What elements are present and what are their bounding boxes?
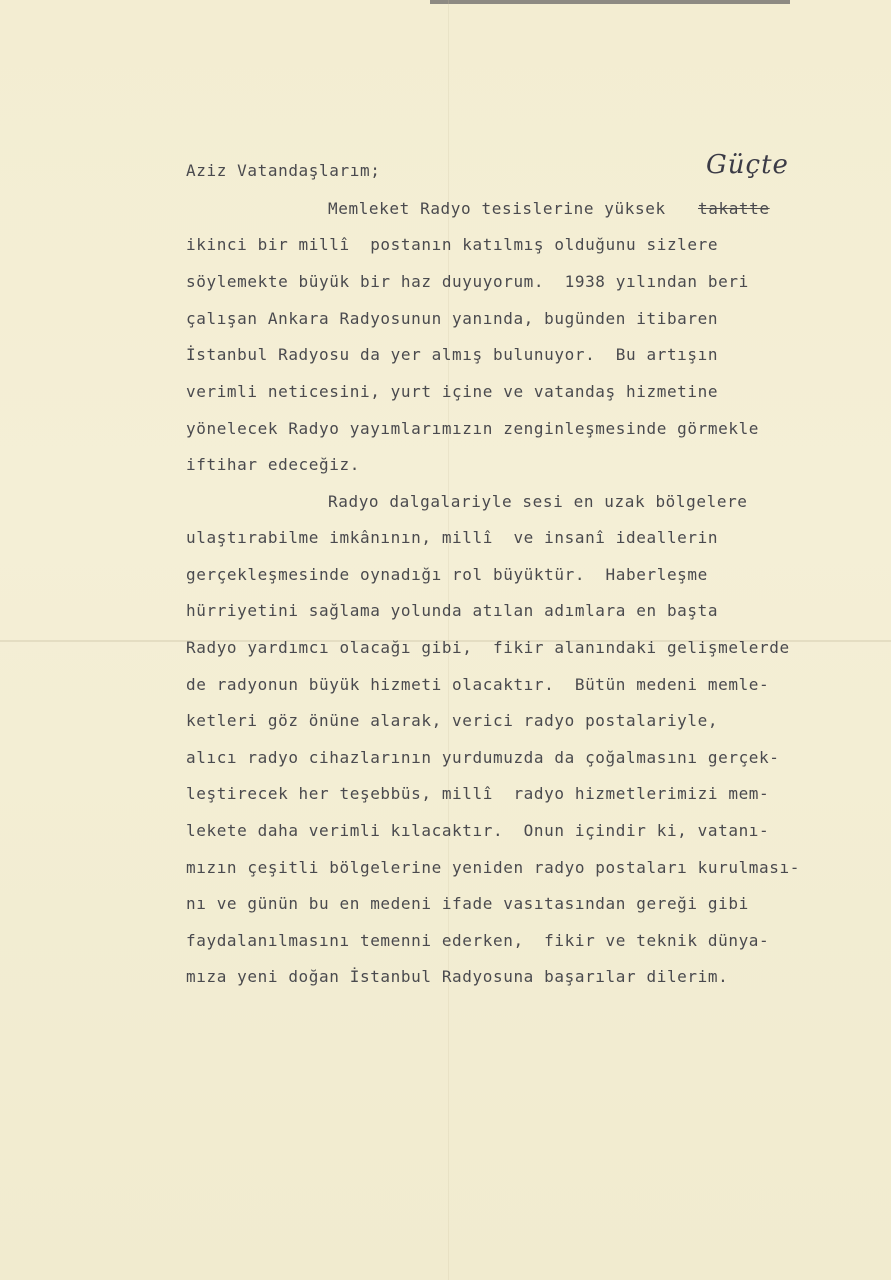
paragraph-line: yönelecek Radyo yayımlarımızın zenginleşmesinde görmekle [186,419,760,438]
paragraph-line: gerçekleşmesinde oynadığı rol büyüktür. Haberleşme [186,565,708,584]
paragraph-line: mıza yeni doğan İstanbul Radyosuna başarılar dilerim. [186,967,729,986]
paragraph-line: faydalanılmasını temenni ederken, fikir ve teknik dünya- [186,931,770,950]
paragraph-line: Radyo dalgalariyle sesi en uzak bölgelere [328,492,748,511]
paragraph-line: Memleket Radyo tesislerine yüksek [328,199,666,218]
paragraph-line: mızın çeşitli bölgelerine yeniden radyo postaları kurulması- [186,858,800,877]
paragraph-line: leştirecek her teşebbüs, millî radyo hizmetlerimizi mem- [186,784,770,803]
paragraph-line: ketleri göz önüne alarak, verici radyo postalariyle, [186,711,719,730]
paragraph-line: de radyonun büyük hizmeti olacaktır. Bütün medeni memle- [186,675,770,694]
paragraph-line: verimli neticesini, yurt içine ve vatandaş hizmetine [186,382,719,401]
paragraph-line: lekete daha verimli kılacaktır. Onun içindir ki, vatanı- [186,821,770,840]
paragraph-line: çalışan Ankara Radyosunun yanında, bugünden itibaren [186,309,719,328]
salutation: Aziz Vatandaşlarım; [186,161,381,180]
struck-word: takatte [698,199,770,218]
paragraph-line: hürriyetini sağlama yolunda atılan adımlara en başta [186,601,719,620]
paragraph-line: alıcı radyo cihazlarının yurdumuzda da çoğalmasını gerçek- [186,748,780,767]
paragraph-line: ikinci bir millî postanın katılmış olduğunu sizlere [186,235,719,254]
paragraph-line: İstanbul Radyosu da yer almış bulunuyor. Bu artışın [186,345,719,364]
paragraph-line: ulaştırabilme imkânının, millî ve insanî ideallerin [186,528,719,547]
paragraph-line: nı ve günün bu en medeni ifade vasıtasından gereği gibi [186,894,749,913]
paragraph-line: söylemekte büyük bir haz duyuyorum. 1938 yılından beri [186,272,749,291]
paper-edge [430,0,790,4]
paragraph-line: iftihar edeceğiz. [186,455,360,474]
handwritten-note: Güçte [706,150,789,180]
paragraph-line: Radyo yardımcı olacağı gibi, fikir alanındaki gelişmelerde [186,638,790,657]
